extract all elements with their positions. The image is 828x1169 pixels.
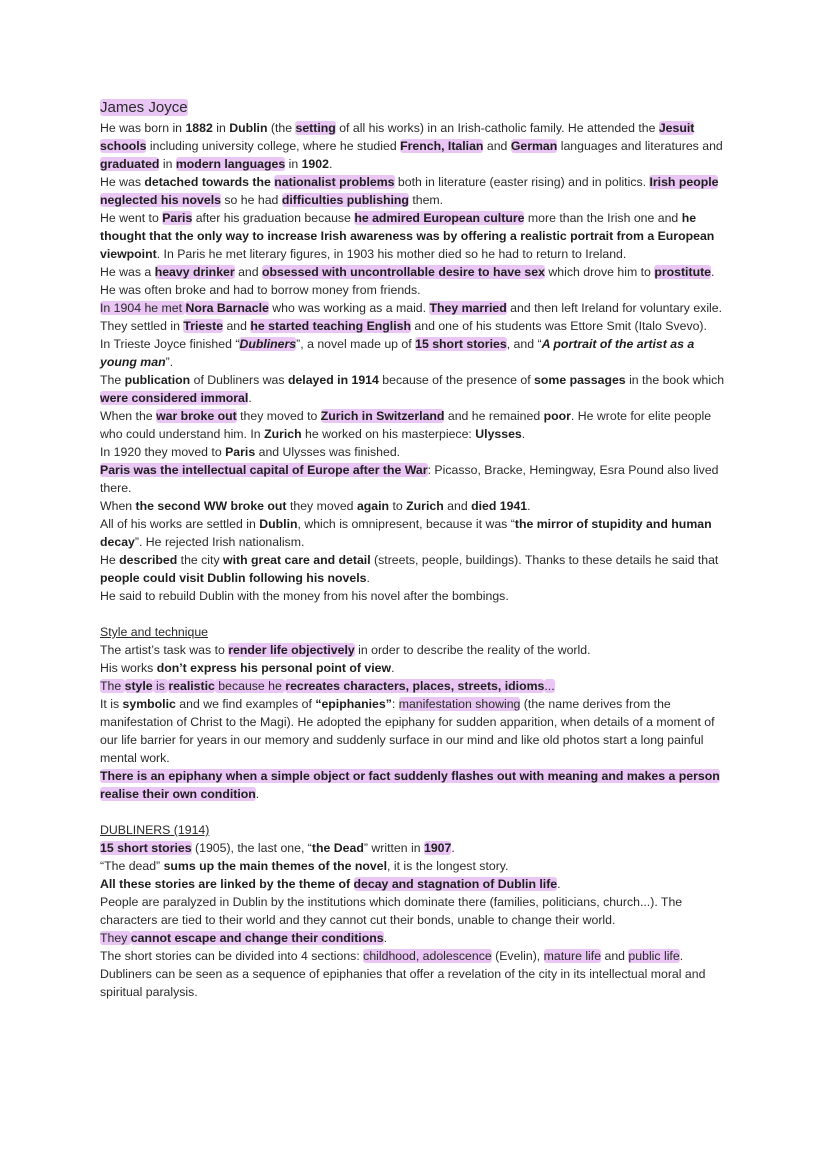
highlighted-text: 15 short stories [415, 337, 507, 351]
paragraph-d2 [100, 857, 728, 875]
text-run: after his graduation because [192, 211, 355, 225]
text-run: (Evelin), [491, 949, 544, 963]
text-run: and Ulysses was finished. [255, 445, 401, 459]
text-run: . [248, 391, 252, 405]
highlighted-text: nationalist problems [274, 175, 395, 189]
text-run: he worked on his masterpiece: [301, 427, 476, 441]
paragraph-p13 [100, 551, 728, 587]
text-run: and we find examples of [175, 697, 316, 711]
text-run: ”. [165, 355, 174, 369]
highlighted-text: Paris was the intellectual capital of Europe after the War [100, 463, 428, 477]
bold-text: people could visit Dublin following his novels [100, 571, 367, 585]
bold-text: 1902 [301, 157, 329, 171]
text-run: who was working as a maid. [268, 301, 430, 315]
bold-text: A portrait of the artist as a young man [100, 337, 695, 369]
highlighted-text: difficulties publishing [281, 193, 409, 207]
text-run: People are paralyzed in Dublin by the institutions which dominate there (families, politicians, church...). The characters are tied to their world and they cannot cut their bonds, unable to change their world. [100, 895, 683, 927]
highlighted-text: he started teaching English [250, 319, 411, 333]
text-run: in order to describe the reality of the world. [354, 643, 591, 657]
text-run: (the name derives from the manifestation of Christ to the Magi). He adopted the epiphany for sudden apparition, when details of a moment of our life barrier for years in our memory and suddenly surface in our mind and like old photos start a long painful mental work. [100, 697, 715, 765]
bold-text: “epiphanies” [315, 697, 392, 711]
highlighted-text: cannot escape and change their conditions [130, 931, 384, 945]
text-run: His works [100, 661, 157, 675]
text-run: (streets, people, buildings). Thanks to these details he said that [370, 553, 719, 567]
highlighted-text: because he [214, 679, 286, 693]
text-run: In Trieste Joyce finished “ [100, 337, 240, 351]
text-run: He [100, 553, 120, 567]
text-run: and [223, 319, 251, 333]
text-run: to [389, 499, 407, 513]
highlighted-text: Paris [162, 211, 193, 225]
text-run: so he had [220, 193, 282, 207]
paragraph-p6 [100, 335, 728, 371]
paragraph-p14 [100, 587, 728, 605]
highlighted-text: he admired European culture [354, 211, 525, 225]
text-run: of all his works) in an Irish-catholic family. He attended the [335, 121, 659, 135]
paragraph-p10 [100, 461, 728, 497]
bold-text: the mirror of stupidity and human decay [100, 517, 712, 549]
text-run: , it is the longest story. [387, 859, 509, 873]
text-run: languages and literatures and [557, 139, 723, 153]
bio-section [100, 119, 728, 605]
highlighted-text: graduated [100, 157, 160, 171]
bold-text: delayed in 1914 [287, 373, 379, 387]
paragraph-d6 [100, 947, 728, 965]
text-run: and [443, 499, 472, 513]
highlighted-text: They [100, 931, 131, 945]
highlighted-text: Nora Barnacle [185, 301, 269, 315]
paragraph-p2 [100, 173, 728, 209]
text-run: they moved to [236, 409, 321, 423]
highlighted-text: war broke out [156, 409, 237, 423]
text-run: of Dubliners was [190, 373, 288, 387]
text-run: ”, a novel made up of [296, 337, 416, 351]
highlighted-text: style [124, 679, 153, 693]
highlighted-text: 1907 [423, 841, 452, 855]
text-run: “The dead” [100, 859, 164, 873]
text-run: . [557, 877, 561, 891]
highlighted-text: childhood, adolescence [363, 949, 492, 963]
text-run: . [391, 661, 395, 675]
bold-text: publication [124, 373, 191, 387]
paragraph-s3 [100, 677, 728, 695]
highlighted-text: heavy drinker [154, 265, 235, 279]
paragraph-d4 [100, 893, 728, 929]
text-run: He said to rebuild Dublin with the money from his novel after the bombings. [100, 589, 509, 603]
paragraph-s1 [100, 641, 728, 659]
paragraph-d7 [100, 965, 728, 1001]
highlighted-text: realistic [168, 679, 215, 693]
bold-text: with great care and detail [223, 553, 371, 567]
paragraph-p12 [100, 515, 728, 551]
text-run: The short stories can be divided into 4 sections: [100, 949, 364, 963]
text-run: : Picasso, Bracke, Hemingway, Esra Pound also lived there. [100, 463, 719, 495]
style-heading: Style and technique [100, 625, 209, 639]
style-section [100, 641, 728, 803]
text-run: All of his works are settled in [100, 517, 260, 531]
text-run: including university college, where he studied [146, 139, 401, 153]
text-run: in the book which [625, 373, 725, 387]
bold-text: symbolic [122, 697, 176, 711]
highlighted-text: decay and stagnation of Dublin life [353, 877, 558, 891]
highlighted-text: The [100, 679, 125, 693]
page-title-text: James Joyce [100, 99, 188, 116]
highlighted-text: were considered immoral [100, 391, 249, 405]
paragraph-s5 [100, 767, 728, 803]
text-run: ”. He rejected Irish nationalism. [134, 535, 305, 549]
text-run: : [391, 697, 399, 711]
text-run: . He was often broke and had to borrow money from friends. [100, 265, 715, 297]
text-run: He was [100, 175, 145, 189]
text-run: the city [177, 553, 224, 567]
text-run: . [451, 841, 455, 855]
paragraph-d1 [100, 839, 728, 857]
bold-text: 1882 [185, 121, 213, 135]
text-run: . [255, 787, 260, 801]
text-run: . [679, 949, 684, 963]
bold-text: poor [543, 409, 571, 423]
highlighted-text: mature life [543, 949, 602, 963]
highlighted-text: German [510, 139, 558, 153]
text-run: . He wrote for elite people who could understand him. In [100, 409, 712, 441]
bold-text: Dublin [229, 121, 268, 135]
highlighted-text: Irish people neglected his novels [100, 175, 719, 207]
text-run: because of the presence of [378, 373, 535, 387]
paragraph-d5 [100, 929, 728, 947]
text-run: and then left Ireland for voluntary exile. They settled in [100, 301, 723, 333]
text-run: and [234, 265, 263, 279]
text-run: ” written in [363, 841, 424, 855]
document-body [100, 98, 728, 1001]
highlighted-text: French, Italian [400, 139, 484, 153]
bold-text: Zurich [406, 499, 444, 513]
text-run: they moved [286, 499, 357, 513]
paragraph-s4 [100, 695, 728, 767]
text-run: them. [408, 193, 444, 207]
bold-text: described [119, 553, 178, 567]
text-run: Dubliners can be seen as a sequence of epiphanies that offer a revelation of the city in its intellectual moral and spiritual paralysis. [100, 967, 706, 999]
text-run: and one of his students was Ettore Smit (Italo Svevo). [410, 319, 707, 333]
text-run: . [521, 427, 526, 441]
bold-text: the second WW broke out [135, 499, 287, 513]
text-run: The [100, 373, 125, 387]
text-run: and [483, 139, 511, 153]
dubliners-heading: DUBLINERS (1914) [100, 823, 210, 837]
paragraph-d3 [100, 875, 728, 893]
highlighted-text: Trieste [183, 319, 224, 333]
highlighted-text: ... [544, 679, 555, 693]
text-run: , and “ [506, 337, 542, 351]
bold-text: All these stories are linked by the theme of [100, 877, 354, 891]
text-run: He went to [100, 211, 163, 225]
text-run: The artist’s task was to [100, 643, 229, 657]
text-run: . [366, 571, 370, 585]
text-run: . [383, 931, 388, 945]
text-run: (the [267, 121, 296, 135]
highlighted-text: Jesuit schools [100, 121, 695, 153]
text-run: . [527, 499, 531, 513]
bold-text: died 1941 [471, 499, 528, 513]
paragraph-p5 [100, 299, 728, 335]
highlighted-text: There is an epiphany when a simple object or fact suddenly flashes out with meaning and makes a person realise their own condition [100, 769, 720, 801]
bold-text: Paris [225, 445, 256, 459]
paragraph-p7 [100, 371, 728, 407]
bold-text: Zurich [264, 427, 302, 441]
highlighted-text: They married [429, 301, 507, 315]
text-run: , which is omnipresent, because it was “ [297, 517, 515, 531]
bold-text: the Dead [311, 841, 364, 855]
bold-text: he thought that the only way to increase Irish awareness was by offering a realistic portrait from a European viewpoint [100, 211, 715, 261]
bold-text: Dublin [259, 517, 298, 531]
highlighted-text: prostitute [654, 265, 712, 279]
section-gap [100, 605, 728, 623]
text-run: and [601, 949, 629, 963]
bold-text: Ulysses [475, 427, 522, 441]
text-run: When [100, 499, 136, 513]
text-run: It is [100, 697, 123, 711]
highlighted-text: recreates characters, places, streets, idioms [285, 679, 545, 693]
text-run: in [159, 157, 176, 171]
highlighted-text: render life objectively [228, 643, 355, 657]
text-run: When the [100, 409, 157, 423]
text-run: . [328, 157, 333, 171]
highlighted-text: setting [295, 121, 336, 135]
highlighted-text: Zurich in Switzerland [320, 409, 445, 423]
highlighted-text: Dubliners [239, 337, 297, 351]
highlighted-text: manifestation showing [398, 697, 521, 711]
paragraph-p3 [100, 209, 728, 263]
paragraph-p9 [100, 443, 728, 461]
paragraph-p11 [100, 497, 728, 515]
dubliners-section [100, 839, 728, 1001]
text-run: In 1920 they moved to [100, 445, 226, 459]
text-run: and he remained [444, 409, 544, 423]
bold-text: don’t express his personal point of view [156, 661, 392, 675]
text-run: in [285, 157, 302, 171]
text-run: He was a [100, 265, 155, 279]
text-run: He was born in [100, 121, 186, 135]
bold-text: some passages [534, 373, 626, 387]
paragraph-p1 [100, 119, 728, 173]
paragraph-p4 [100, 263, 728, 299]
bold-text: sums up the main themes of the novel [163, 859, 388, 873]
highlighted-text: In 1904 he met [100, 301, 186, 315]
highlighted-text: public life [628, 949, 680, 963]
bold-text: detached towards the [144, 175, 275, 189]
highlighted-text: 15 short stories [100, 841, 192, 855]
page-title [100, 98, 728, 118]
text-run: in [212, 121, 230, 135]
text-run: both in literature (easter rising) and in politics. [394, 175, 650, 189]
highlighted-text: obsessed with uncontrollable desire to have sex [262, 265, 545, 279]
text-run: (1905), the last one, “ [191, 841, 312, 855]
bold-text: again [356, 499, 390, 513]
highlighted-text: is [152, 679, 169, 693]
text-run: . In Paris he met literary figures, in 1903 his mother died so he had to return to Ireland. [156, 247, 627, 261]
text-run: which drove him to [544, 265, 655, 279]
section-gap [100, 803, 728, 821]
highlighted-text: modern languages [175, 157, 286, 171]
paragraph-s2 [100, 659, 728, 677]
paragraph-p8 [100, 407, 728, 443]
text-run: more than the Irish one and [524, 211, 682, 225]
